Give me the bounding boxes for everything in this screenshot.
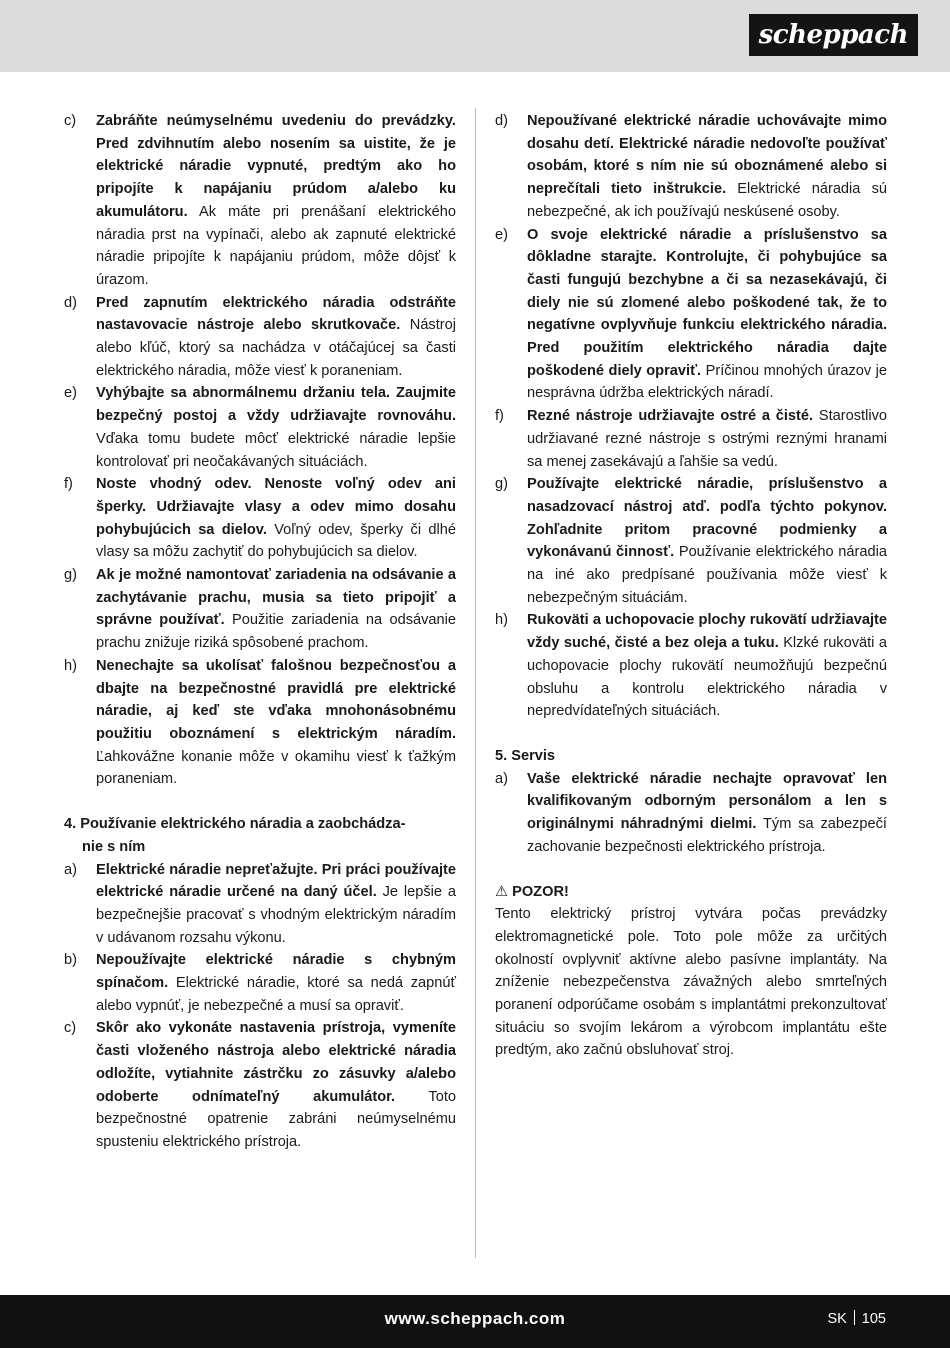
item-bold-text: Nenechajte sa ukolísať falošnou bezpečnosťou a dbajte na bezpečnostné pravidlá pre elektrické náradie, aj keď ste vďaka mnohonásobnému použitiu oboznámení s elektrickým náradím. bbox=[96, 657, 456, 742]
list-item bbox=[64, 1017, 456, 1153]
item-label: a) bbox=[64, 861, 77, 878]
item-label: f) bbox=[64, 476, 73, 493]
item-bold-text: Pred zapnutím elektrického náradia odstráňte nastavovacie nástroje alebo skrutkovače. bbox=[96, 294, 456, 334]
item-text bbox=[96, 382, 456, 473]
header-bar bbox=[0, 0, 950, 72]
list-item bbox=[495, 609, 887, 723]
item-label: h) bbox=[64, 657, 77, 674]
page-separator bbox=[854, 1310, 855, 1325]
list-item bbox=[495, 110, 887, 224]
list-item bbox=[64, 473, 456, 564]
warning-triangle-icon: ⚠ bbox=[495, 883, 509, 900]
item-label: h) bbox=[495, 612, 508, 629]
footer-url: www.scheppach.com bbox=[384, 1309, 566, 1328]
list-item bbox=[495, 768, 887, 859]
item-bold-text: Vyhýbajte sa abnormálnemu držaniu tela. Zaujmite bezpečný postoj a vždy udržiavajte rovnováhu. bbox=[96, 385, 456, 425]
list-item bbox=[64, 949, 456, 1017]
item-bold-text: Zabráňte neúmyselnému uvedeniu do prevádzky. Pred zdvihnutím alebo nosením sa uistite, že je elektrické náradie vypnuté, predtým ako ho pripojíte k napájaniu prúdom a/alebo ku akumulátoru. bbox=[96, 113, 456, 220]
item-text bbox=[96, 564, 456, 655]
item-text bbox=[96, 292, 456, 383]
item-text bbox=[527, 609, 887, 723]
item-label: c) bbox=[64, 113, 77, 129]
item-normal-text: Je lepšie a bezpečnejšie pracovať s vhodným elektrickým náradím v udávanom rozsahu výkonu. bbox=[96, 884, 456, 946]
warning-text: Tento elektrický prístroj vytvára počas prevádzky elektromagnetické pole. Toto pole môže za určitých okolností ovplyvniť aktívne alebo pasívne implantáty. Na zníženie nebezpečenstva závažných alebo smrteľných poranení odporúčame osobám s implantátmi prekonzultovať situáciu so svojím lekárom a výrobcom implantátu ešte predtým, ako začnú obsluhovať stroj. bbox=[495, 906, 887, 1059]
page-number: 105 bbox=[861, 1311, 886, 1327]
left-item-list bbox=[64, 110, 456, 791]
section-4-title: 4. Používanie elektrického náradia a zaobchádza- bbox=[64, 816, 406, 833]
item-bold-text: Nepoužívané elektrické náradie uchovávajte mimo dosahu detí. Elektrické náradie nedovoľte používať osobám, ktoré s ním nie sú oboznámené alebo si neprečítali tieto inštrukcie. bbox=[527, 113, 887, 198]
item-text bbox=[96, 859, 456, 950]
item-text bbox=[96, 110, 456, 292]
scheppach-logo: scheppach bbox=[749, 14, 918, 56]
item-bold-text: Skôr ako vykonáte nastavenia prístroja, vymeníte časti vloženého nástroja alebo elektrické náradia odložíte, vytiahnite zástrčku zo zásuvky a/alebo odoberte odnímateľný akumulátor. bbox=[96, 1020, 456, 1105]
item-normal-text: Ľahkovážne konanie môže v okamihu viesť k ťažkým poraneniam. bbox=[96, 748, 456, 788]
list-item bbox=[64, 292, 456, 383]
item-label: a) bbox=[495, 770, 508, 787]
item-bold-text: Noste vhodný odev. Nenoste voľný odev ani šperky. Udržiavajte vlasy a odev mimo dosahu pohybujúcich sa dielov. bbox=[96, 476, 456, 538]
item-bold-text: Nepoužívajte elektrické náradie s chybným spínačom. bbox=[96, 952, 456, 992]
item-label: f) bbox=[495, 408, 504, 425]
list-item bbox=[64, 564, 456, 655]
list-item bbox=[64, 382, 456, 473]
item-label: c) bbox=[64, 1020, 77, 1037]
item-text bbox=[527, 768, 887, 859]
item-normal-text: Tým sa zabezpečí zachovanie bezpečnosti elektrického prístroja. bbox=[527, 816, 887, 855]
language-code: SK bbox=[827, 1311, 847, 1327]
item-normal-text: Toto bezpečnostné opatrenie zabráni neúmyselnému spusteniu elektrického prístroja. bbox=[96, 1088, 456, 1150]
item-normal-text: Používanie elektrického náradia na iné ako predpísané používania môže viesť k nebezpečným situáciám. bbox=[527, 544, 887, 606]
item-normal-text: Klzké rukoväti a uchopovacie plochy rukovätí neumožňujú bezpečnú obsluhu a kontrolu elektrického náradia v nepredvídateľných situáciách. bbox=[527, 635, 887, 720]
right-item-list bbox=[495, 110, 887, 723]
item-text bbox=[96, 949, 456, 1017]
section-4-item-list bbox=[64, 859, 456, 1154]
warning-title: POZOR! bbox=[512, 883, 569, 900]
warning-heading bbox=[495, 881, 887, 904]
column-divider bbox=[475, 108, 476, 1258]
item-normal-text: Elektrické náradia sú nebezpečné, ak ich používajú neskúsené osoby. bbox=[527, 181, 887, 220]
item-text bbox=[527, 224, 887, 406]
right-column bbox=[495, 110, 887, 1062]
item-text bbox=[527, 473, 887, 609]
item-normal-text: Použitie zariadenia na odsávanie prachu znižuje riziká spôsobené prachom. bbox=[96, 612, 456, 652]
section-4-title-cont: nie s ním bbox=[82, 838, 146, 855]
item-label: b) bbox=[64, 952, 77, 969]
list-item bbox=[64, 859, 456, 950]
item-normal-text: Elektrické náradie, ktoré sa nedá zapnúť alebo vypnúť, je nebezpečné a musí sa opraviť. bbox=[96, 975, 456, 1014]
item-label: d) bbox=[64, 294, 77, 311]
item-label: e) bbox=[64, 385, 77, 402]
item-text bbox=[527, 405, 887, 473]
section-5-title: 5. Servis bbox=[495, 747, 556, 764]
section-5-item-list bbox=[495, 768, 887, 859]
page-indicator bbox=[827, 1310, 886, 1327]
item-normal-text: Voľný odev, šperky či dlhé vlasy sa môžu zachytiť do pohybujúcich sa dielov. bbox=[96, 521, 457, 561]
item-normal-text: Príčinou mnohých úrazov je nesprávna údržba elektrických náradí. bbox=[527, 362, 887, 402]
item-label: e) bbox=[495, 226, 508, 243]
list-item bbox=[495, 405, 887, 473]
item-bold-text: Ak je možné namontovať zariadenia na odsávanie a zachytávanie prachu, musia sa tieto pripojiť a správne používať. bbox=[96, 567, 456, 629]
item-bold-text: Rezné nástroje udržiavajte ostré a čisté. bbox=[527, 408, 814, 425]
item-normal-text: Ak máte pri prenášaní elektrického náradia prst na vypínači, alebo ak zapnuté elektrické náradie pripojíte k napájaniu prúdom, môže dôjsť k úrazom. bbox=[96, 203, 456, 288]
item-text bbox=[527, 110, 887, 224]
item-normal-text: Vďaka tomu budete môcť elektrické náradie lepšie kontrolovať pri neočakávaných situáciách. bbox=[96, 430, 456, 470]
item-text bbox=[96, 473, 456, 564]
item-text bbox=[96, 1017, 456, 1153]
item-bold-text: Používajte elektrické náradie, príslušenstvo a nasadzovací nástroj atď. podľa týchto pokynov. Zohľadnite pritom pracovné podmienky a vykonávanú činnosť. bbox=[527, 476, 887, 561]
item-label: g) bbox=[495, 476, 508, 493]
item-label: g) bbox=[64, 567, 77, 584]
item-normal-text: Nástroj alebo kľúč, ktorý sa nachádza v otáčajúcej sa časti elektrického náradia, môže viesť k poraneniam. bbox=[96, 317, 456, 379]
item-bold-text: Vaše elektrické náradie nechajte opravovať len kvalifikovaným odborným personálom a len s originálnymi náhradnými dielmi. bbox=[527, 770, 887, 833]
item-bold-text: Elektrické náradie nepreťažujte. Pri práci používajte elektrické náradie určené na daný účel. bbox=[96, 861, 456, 901]
item-bold-text: O svoje elektrické náradie a príslušenstvo sa dôkladne starajte. Kontrolujte, či pohybujúce sa časti fungujú bezchybne a či sa nezasekávajú, či diely nie sú zlomené alebo poškodené tak, že to negatívne ovplyvňuje funkciu elektrického náradia. Pred použitím elektrického náradia dajte poškodené diely opraviť. bbox=[527, 226, 887, 379]
list-item bbox=[64, 655, 456, 791]
list-item bbox=[495, 224, 887, 406]
footer-bar bbox=[0, 1295, 950, 1348]
list-item bbox=[64, 110, 456, 292]
item-text bbox=[96, 655, 456, 791]
item-label: d) bbox=[495, 113, 508, 129]
left-column bbox=[64, 110, 456, 1154]
item-bold-text: Rukoväti a uchopovacie plochy rukovätí udržiavajte vždy suché, čisté a bez oleja a tuku. bbox=[527, 612, 887, 652]
item-normal-text: Starostlivo udržiavané rezné nástroje s ostrými reznými hranami sa menej zasekávajú a ľahšie sa vedú. bbox=[527, 408, 888, 470]
list-item bbox=[495, 473, 887, 609]
